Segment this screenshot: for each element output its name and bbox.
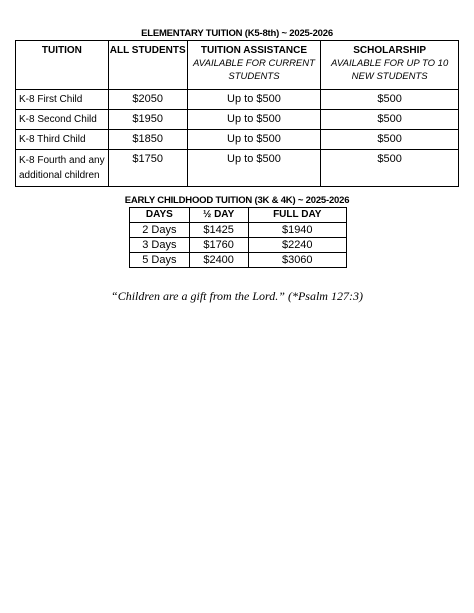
all-students-value: $1850 — [108, 130, 187, 150]
early-childhood-tuition-title: EARLY CHILDHOOD TUITION (3K & 4K) ~ 2025-2026 — [124, 195, 350, 206]
scholarship-note: AVAILABLE FOR UP TO 10 NEW STUDENTS — [331, 58, 449, 82]
full-day-value: $1940 — [248, 223, 346, 238]
all-students-value: $1750 — [108, 150, 187, 187]
all-students-value: $2050 — [108, 90, 187, 110]
row-label: K-8 Third Child — [16, 130, 109, 150]
table-row — [130, 253, 347, 268]
table-row — [16, 150, 459, 187]
table-header-row — [16, 41, 459, 90]
header-tuition-assistance: TUITION ASSISTANCE AVAILABLE FOR CURRENT STUDENTS — [187, 41, 321, 90]
assistance-value: Up to $500 — [187, 90, 321, 110]
table-row — [16, 90, 459, 110]
scholarship-value: $500 — [321, 130, 459, 150]
full-day-value: $3060 — [248, 253, 346, 268]
assistance-value: Up to $500 — [187, 130, 321, 150]
table-row — [16, 110, 459, 130]
table-row — [130, 238, 347, 253]
scholarship-value: $500 — [321, 150, 459, 187]
header-half-day: ½ DAY — [189, 208, 248, 223]
full-day-value: $2240 — [248, 238, 346, 253]
table-header-row — [130, 208, 347, 223]
header-days: DAYS — [130, 208, 190, 223]
table-row — [16, 130, 459, 150]
scholarship-value: $500 — [321, 90, 459, 110]
assistance-note: AVAILABLE FOR CURRENT STUDENTS — [192, 58, 315, 82]
header-scholarship: SCHOLARSHIP AVAILABLE FOR UP TO 10 NEW STUDENTS — [321, 41, 459, 90]
half-day-value: $2400 — [189, 253, 248, 268]
days-value: 3 Days — [130, 238, 190, 253]
all-students-value: $1950 — [108, 110, 187, 130]
header-all-students: ALL STUDENTS — [108, 41, 187, 90]
row-label: K-8 Fourth and any additional children — [16, 150, 109, 187]
bible-verse-quote: “Children are a gift from the Lord.” (*Psalm 127:3) — [111, 289, 363, 303]
early-childhood-tuition-table — [129, 207, 347, 268]
elementary-tuition-table — [15, 40, 459, 187]
elementary-tuition-title: ELEMENTARY TUITION (K5-8th) ~ 2025-2026 — [141, 28, 333, 39]
row-label: K-8 First Child — [16, 90, 109, 110]
half-day-value: $1760 — [189, 238, 248, 253]
header-tuition: TUITION — [16, 41, 109, 90]
assistance-value: Up to $500 — [187, 110, 321, 130]
assistance-value: Up to $500 — [187, 150, 321, 187]
scholarship-value: $500 — [321, 110, 459, 130]
header-full-day: FULL DAY — [248, 208, 346, 223]
row-label: K-8 Second Child — [16, 110, 109, 130]
days-value: 5 Days — [130, 253, 190, 268]
table-row — [130, 223, 347, 238]
half-day-value: $1425 — [189, 223, 248, 238]
days-value: 2 Days — [130, 223, 190, 238]
